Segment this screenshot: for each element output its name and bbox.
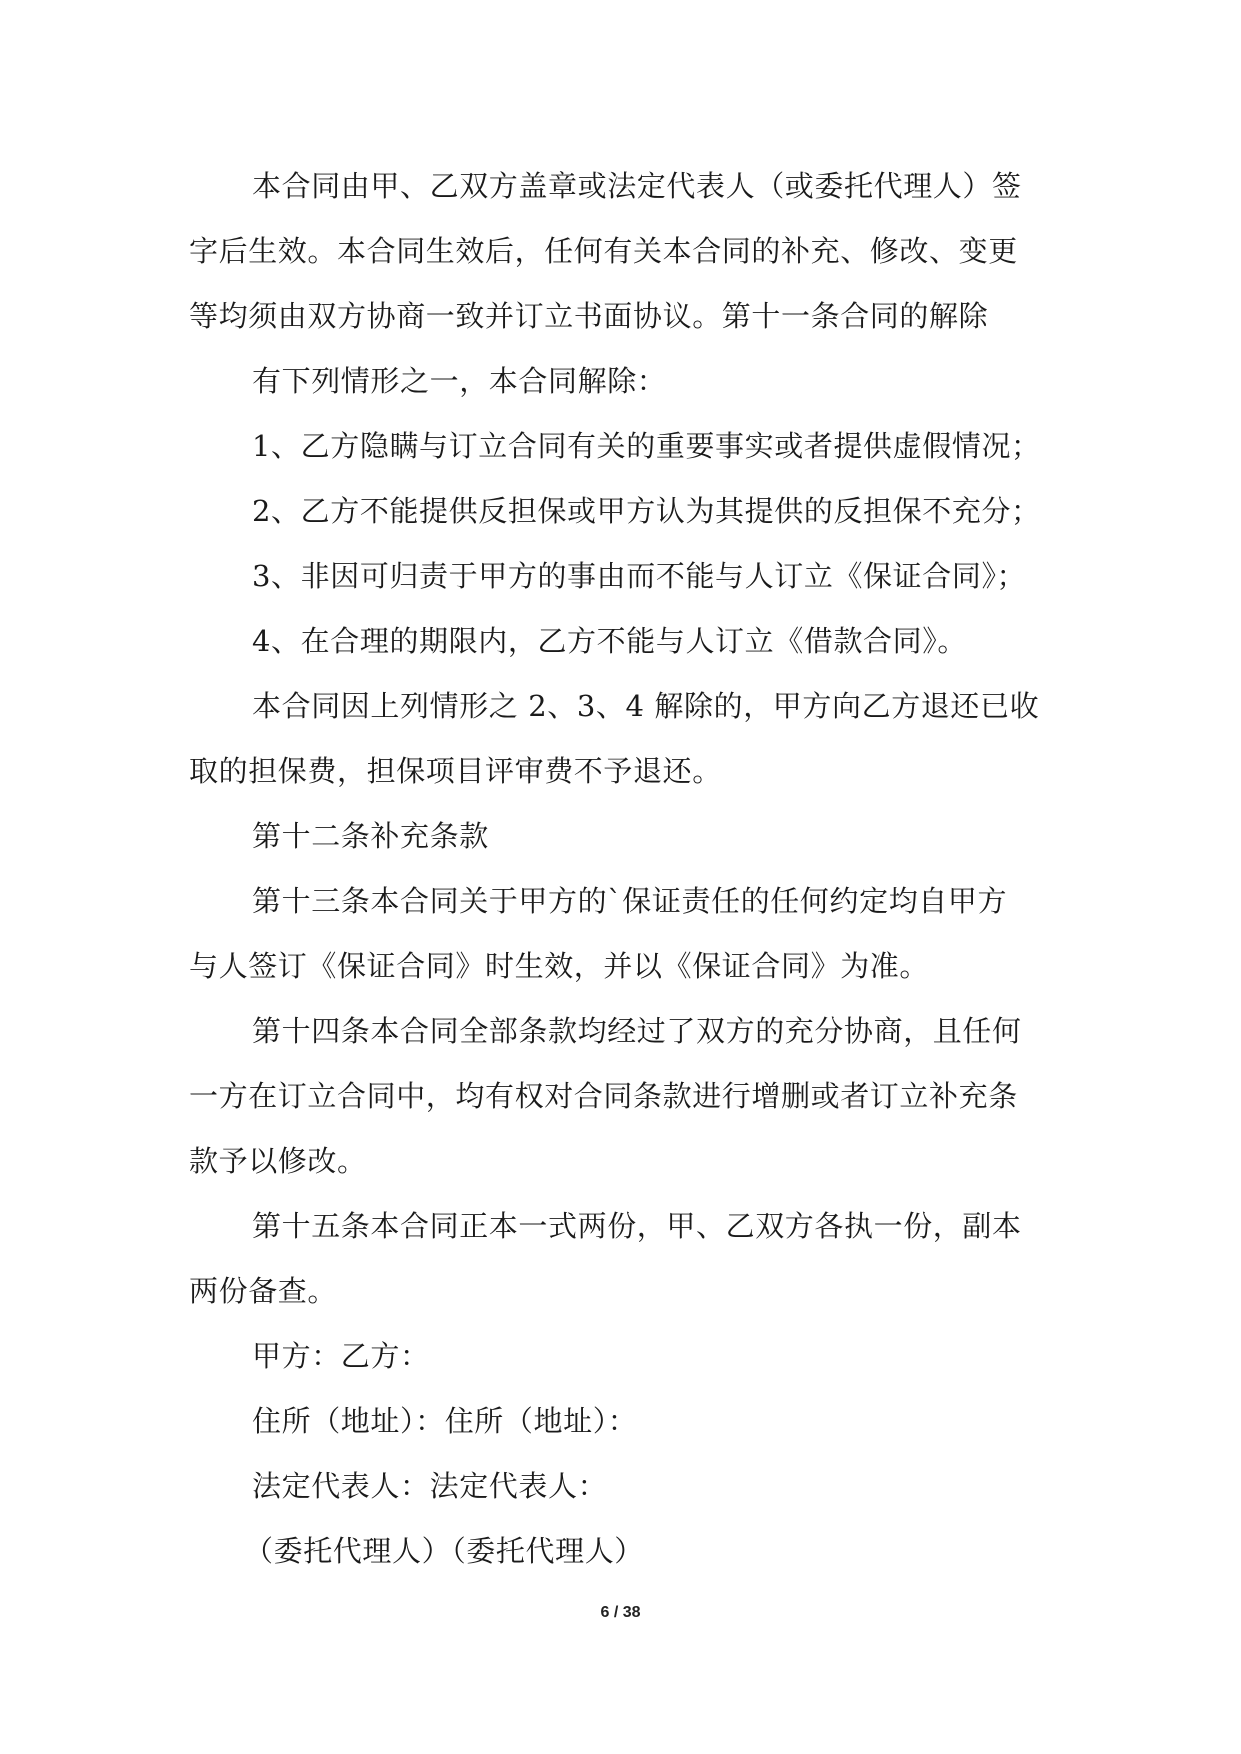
paragraph-line: 第十五条本合同正本一式两份，甲、乙双方各执一份，副本 (252, 1209, 1022, 1243)
signature-address-line: 住所（地址）：住所（地址）： (252, 1404, 638, 1438)
signature-party-line: 甲方：乙方： (252, 1339, 430, 1373)
paragraph-line: 款予以修改。 (189, 1144, 367, 1178)
paragraph-line: 字后生效。本合同生效后，任何有关本合同的补充、修改、变更 (189, 234, 1018, 268)
paragraph-line: 本合同由甲、乙双方盖章或法定代表人（或委托代理人）签 (252, 169, 1022, 203)
paragraph-line: 等均须由双方协商一致并订立书面协议。第十一条合同的解除 (189, 299, 989, 333)
page-number: 6 / 38 (600, 1604, 641, 1621)
article-heading: 第十二条补充条款 (252, 819, 489, 853)
list-item: 3、非因可归责于甲方的事由而不能与人订立《保证合同》； (252, 559, 1027, 593)
signature-representative-line: 法定代表人：法定代表人： (252, 1469, 608, 1503)
paragraph-line: 两份备查。 (189, 1274, 338, 1308)
paragraph-line: 有下列情形之一，本合同解除： (252, 364, 667, 398)
list-item: 2、乙方不能提供反担保或甲方认为其提供的反担保不充分； (252, 494, 1041, 528)
paragraph-line: 第十三条本合同关于甲方的`保证责任的任何约定均自甲方 (252, 884, 1008, 918)
list-item: 1、乙方隐瞒与订立合同有关的重要事实或者提供虚假情况； (252, 429, 1041, 463)
paragraph-line: 一方在订立合同中，均有权对合同条款进行增删或者订立补充条 (189, 1079, 1018, 1113)
paragraph-line: 与人签订《保证合同》时生效，并以《保证合同》为准。 (189, 949, 930, 983)
paragraph-line: 取的担保费，担保项目评审费不予退还。 (189, 754, 722, 788)
paragraph-line: 第十四条本合同全部条款均经过了双方的充分协商，且任何 (252, 1014, 1022, 1048)
list-item: 4、在合理的期限内，乙方不能与人订立《借款合同》。 (252, 624, 967, 658)
paragraph-line: 本合同因上列情形之 2、3、4 解除的，甲方向乙方退还已收 (252, 689, 1040, 723)
signature-agent-line: （委托代理人）（委托代理人） (244, 1534, 644, 1568)
